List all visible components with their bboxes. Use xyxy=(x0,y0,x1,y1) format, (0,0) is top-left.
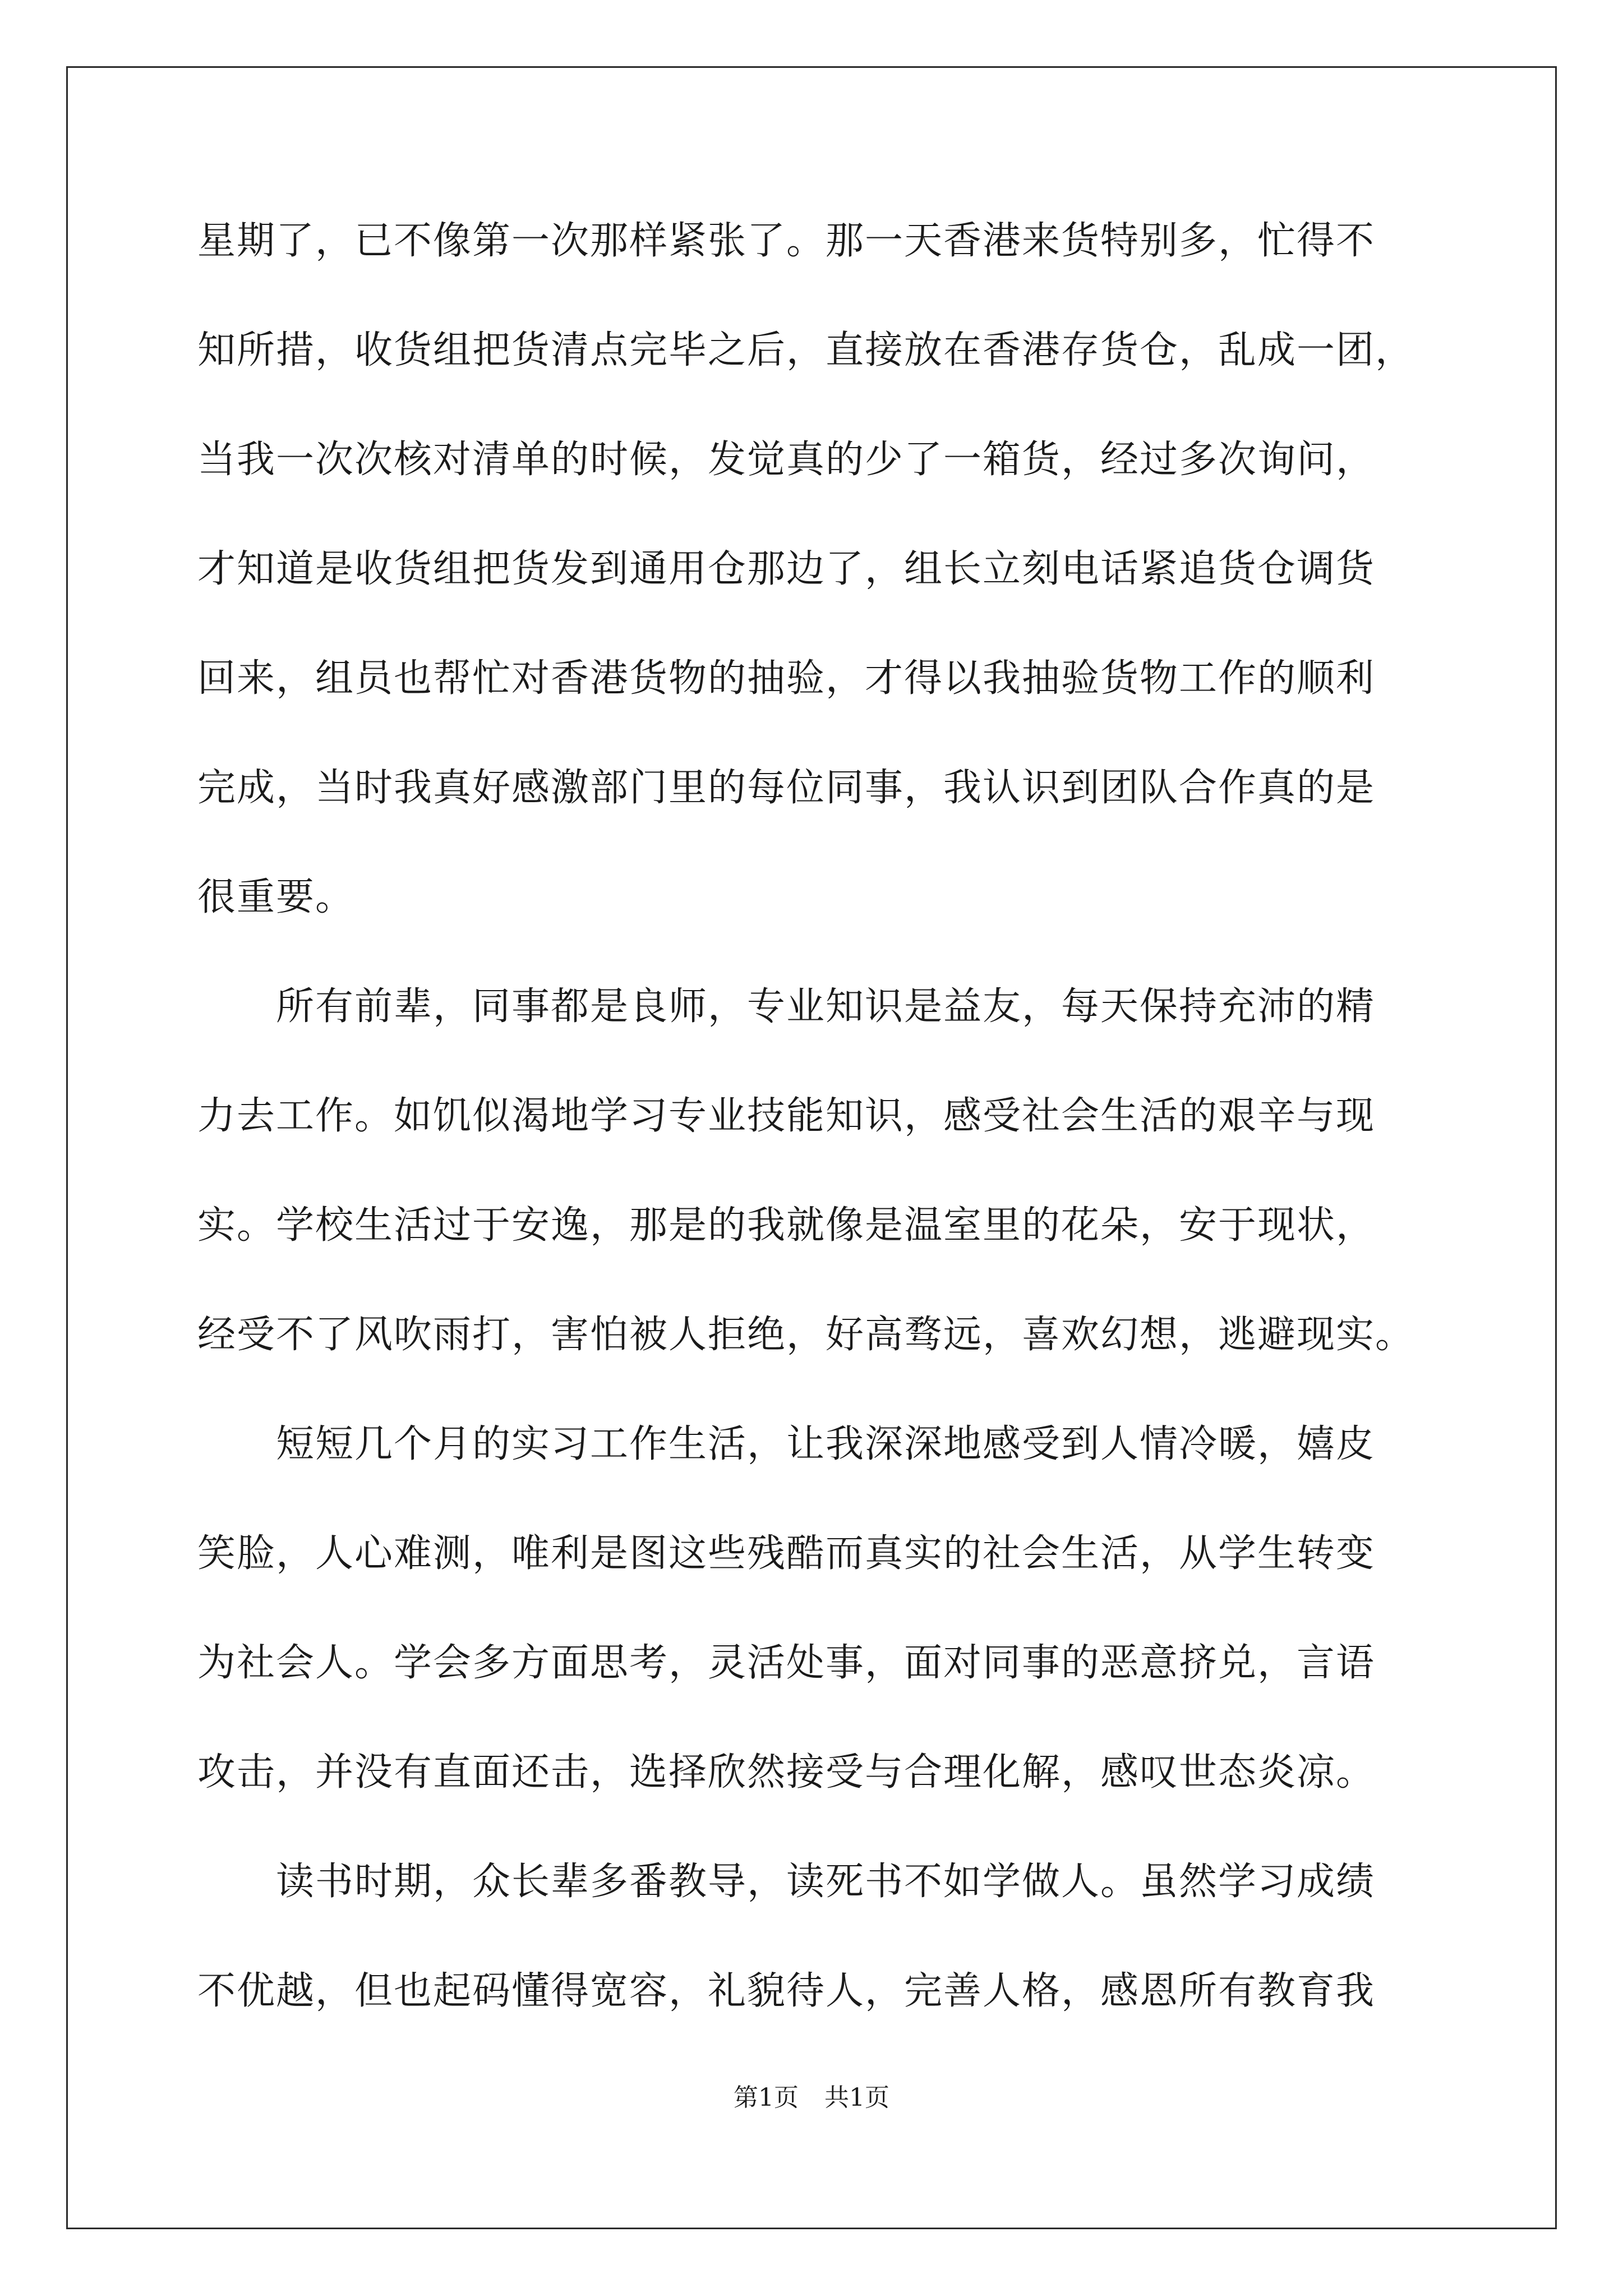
text-line: 所有前辈，同事都是良师，专业知识是益友，每天保持充沛的精 xyxy=(197,984,1376,1029)
text-line: 很重要。 xyxy=(197,875,355,919)
page-footer xyxy=(0,2081,1623,2115)
text-line: 知所措，收货组把货清点完毕之后，直接放在香港存货仓，乱成一团， xyxy=(197,328,1415,372)
page-number-current: 第1页 xyxy=(734,2083,799,2112)
text-line: 才知道是收货组把货发到通用仓那边了，组长立刻电话紧追货仓调货 xyxy=(197,547,1376,591)
text-line: 笑脸，人心难测，唯利是图这些残酷而真实的社会生活，从学生转变 xyxy=(197,1531,1376,1576)
text-line: 短短几个月的实习工作生活，让我深深地感受到人情冷暖，嬉皮 xyxy=(197,1422,1376,1466)
text-line: 攻击，并没有直面还击，选择欣然接受与合理化解，感叹世态炎凉。 xyxy=(197,1750,1376,1795)
text-line: 读书时期，众长辈多番教导，读死书不如学做人。虽然学习成绩 xyxy=(197,1860,1376,1904)
text-line: 当我一次次核对清单的时候，发觉真的少了一箱货，经过多次询问， xyxy=(197,438,1376,482)
text-line: 回来，组员也帮忙对香港货物的抽验，才得以我抽验货物工作的顺利 xyxy=(197,656,1376,701)
text-line: 不优越，但也起码懂得宽容，礼貌待人，完善人格，感恩所有教育我 xyxy=(197,1969,1376,2013)
text-line: 为社会人。学会多方面思考，灵活处事，面对同事的恶意挤兑，言语 xyxy=(197,1641,1376,1685)
page-number-total: 共1页 xyxy=(824,2083,889,2112)
text-line: 经受不了风吹雨打，害怕被人拒绝，好高骛远，喜欢幻想，逃避现实。 xyxy=(197,1313,1415,1357)
text-line: 实。学校生活过于安逸，那是的我就像是温室里的花朵，安于现状， xyxy=(197,1203,1376,1248)
text-line: 星期了，已不像第一次那样紧张了。那一天香港来货特别多，忙得不 xyxy=(197,219,1376,263)
text-line: 完成，当时我真好感激部门里的每位同事，我认识到团队合作真的是 xyxy=(197,766,1376,810)
document-body xyxy=(197,210,1431,2070)
text-line: 力去工作。如饥似渴地学习专业技能知识，感受社会生活的艰辛与现 xyxy=(197,1094,1376,1138)
